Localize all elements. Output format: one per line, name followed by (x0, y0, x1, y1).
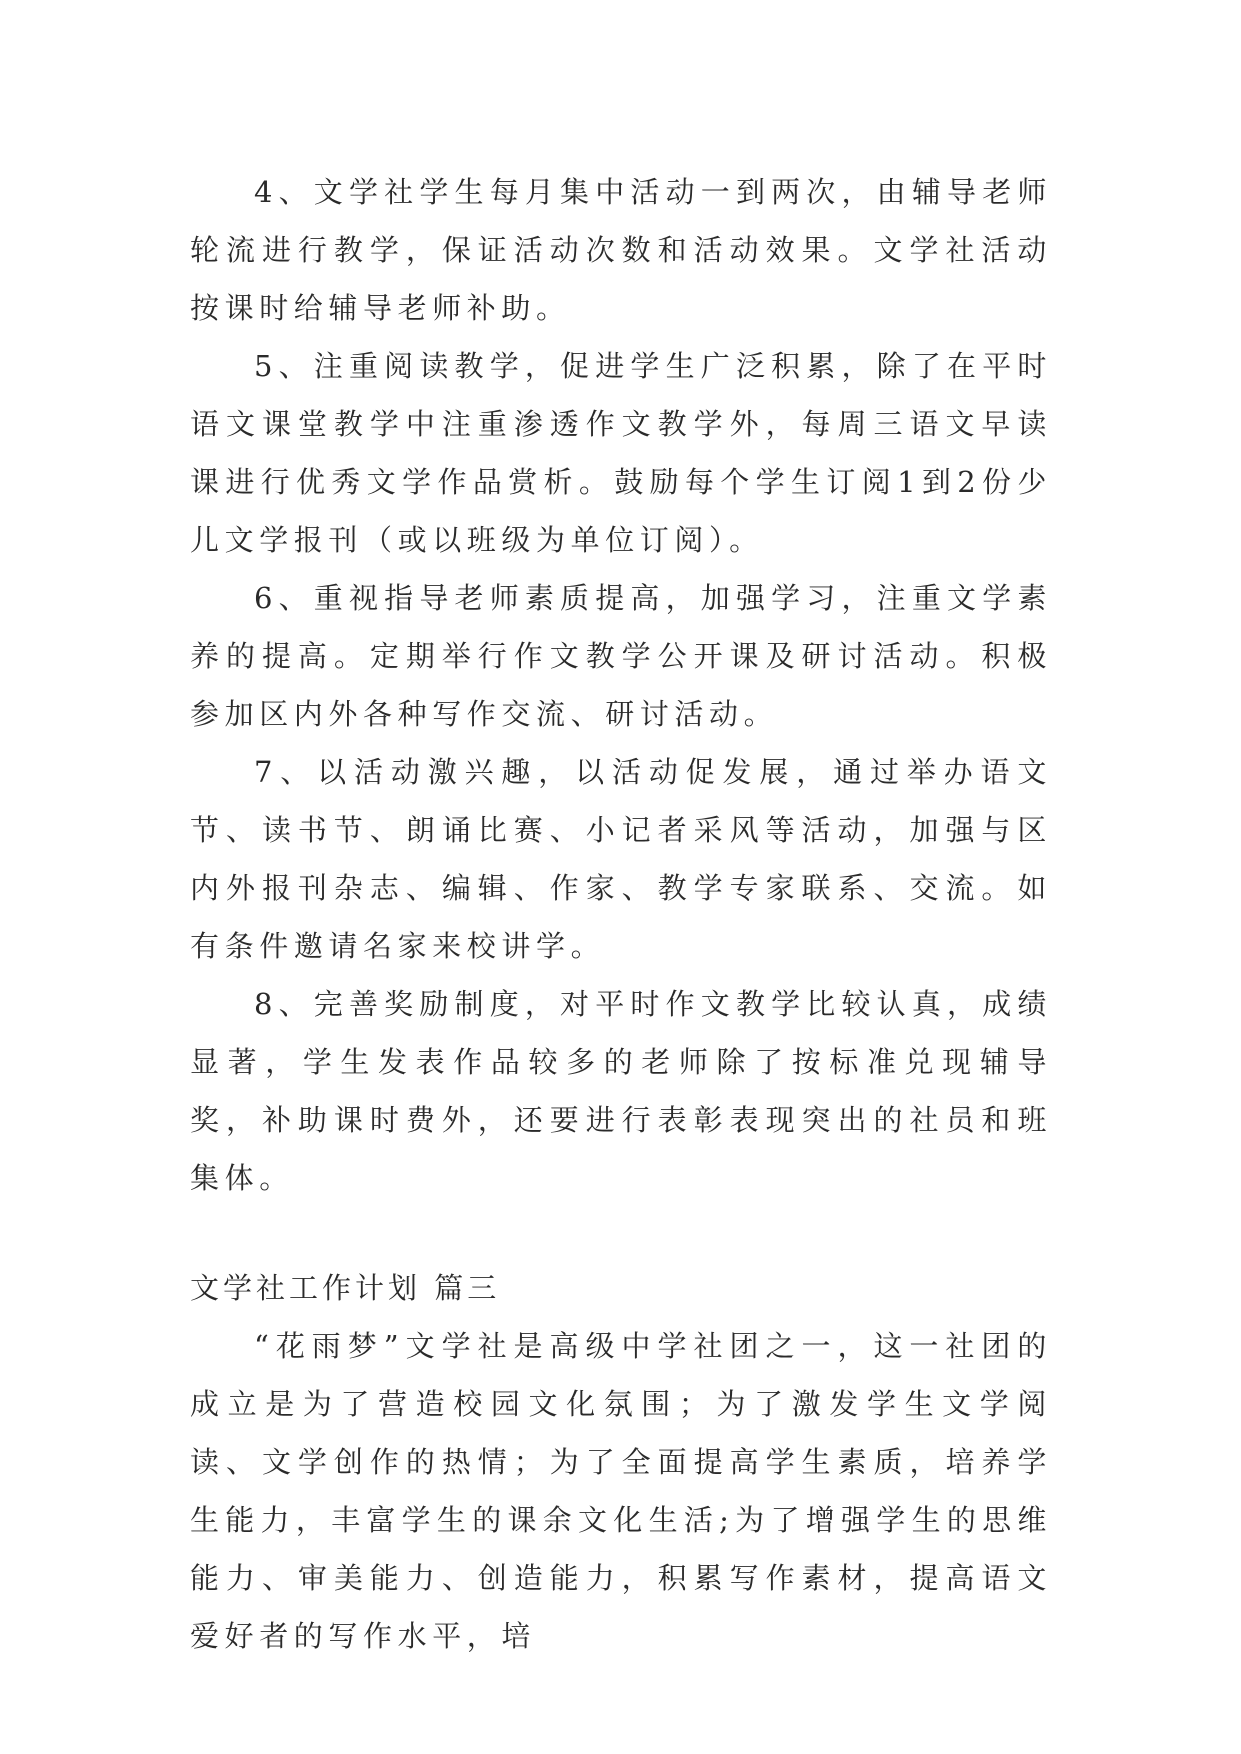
section-heading: 文学社工作计划 篇三 (190, 1271, 501, 1305)
paragraph-item-5: 5、注重阅读教学，促进学生广泛积累，除了在平时语文课堂教学中注重渗透作文教学外，每周三语文早读课进行优秀文学作品赏析。鼓励每个学生订阅1到2份少儿文学报刊（或以班级为单位订阅）。 (190, 349, 1052, 557)
paragraph-intro: “花雨梦”文学社是高级中学社团之一，这一社团的成立是为了营造校园文化氛围；为了激发学生文学阅读、文学创作的热情；为了全面提高学生素质，培养学生能力，丰富学生的课余文化生活;为了增强学生的思维能力、审美能力、创造能力，积累写作素材，提高语文爱好者的写作水平，培 (190, 1329, 1052, 1653)
paragraph-item-4: 4、文学社学生每月集中活动一到两次，由辅导老师轮流进行教学，保证活动次数和活动效果。文学社活动按课时给辅导老师补助。 (190, 175, 1052, 325)
paragraph-item-8: 8、完善奖励制度，对平时作文教学比较认真，成绩显著，学生发表作品较多的老师除了按标准兑现辅导奖，补助课时费外，还要进行表彰表现突出的社员和班集体。 (190, 987, 1052, 1195)
paragraph-item-7: 7、以活动激兴趣，以活动促发展，通过举办语文节、读书节、朗诵比赛、小记者采风等活动，加强与区内外报刊杂志、编辑、作家、教学专家联系、交流。如有条件邀请名家来校讲学。 (190, 755, 1052, 963)
paragraph-item-6: 6、重视指导老师素质提高，加强学习，注重文学素养的提高。定期举行作文教学公开课及研讨活动。积极参加区内外各种写作交流、研讨活动。 (190, 581, 1052, 731)
document-body (190, 163, 1052, 1665)
